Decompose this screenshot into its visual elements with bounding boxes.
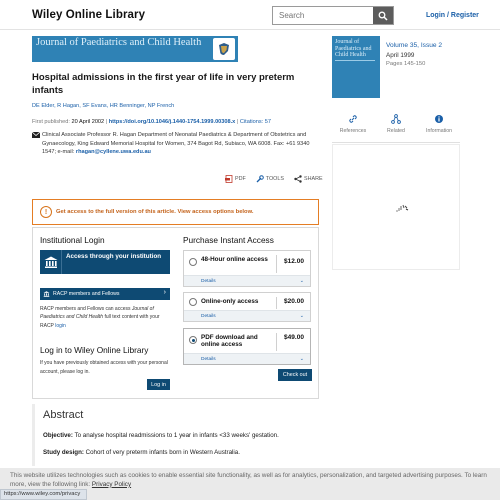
abstract-study-design xyxy=(43,449,240,456)
option-divider xyxy=(276,333,277,351)
crest-icon xyxy=(213,38,235,60)
chevron-right-icon: › xyxy=(163,289,166,296)
tools-label: TOOLS xyxy=(265,176,284,182)
login-register-link[interactable]: Login / Register xyxy=(426,12,479,19)
purchase-access-heading: Purchase Instant Access xyxy=(183,235,274,245)
envelope-icon xyxy=(32,132,40,138)
info-icon: ! xyxy=(40,206,52,218)
cookie-message xyxy=(10,472,490,489)
racp-description xyxy=(40,305,172,330)
abstract-section xyxy=(32,404,319,466)
radio-button-selected[interactable] xyxy=(189,336,197,344)
citations-link[interactable]: Citations: 57 xyxy=(239,119,271,125)
share-label: SHARE xyxy=(303,176,323,182)
wiley-login-heading: Log in to Wiley Online Library xyxy=(40,345,149,355)
pdf-label: PDF xyxy=(235,176,246,182)
chevron-down-icon: ⌄ xyxy=(299,356,304,362)
link-icon xyxy=(348,114,358,124)
option-name: 48-Hour online access xyxy=(201,256,268,263)
publication-info: First published: 20 April 2002 | https://doi.org/10.1046/j.1440-1754.1999.00308.x | Citations: 57 xyxy=(32,119,271,125)
author-email-link[interactable]: rhagan@cyllene.uwa.edu.au xyxy=(75,149,151,156)
option-divider xyxy=(276,297,277,309)
issue-pages: Pages 145-150 xyxy=(386,61,426,67)
first-published-label: First published: xyxy=(32,119,70,125)
racp-members-label: RACP members and Fellows xyxy=(53,291,120,297)
cookie-text: This website utilizes technologies such as cookies to enable essential site functionality, as well as for analytics, personalization, and targeted advertising purposes. To learn more, view the following link: xyxy=(10,472,487,488)
tab-label: References xyxy=(339,128,367,134)
loading-spinner-icon xyxy=(395,203,409,213)
option-details-toggle[interactable] xyxy=(184,310,310,321)
wrench-icon xyxy=(256,175,264,183)
pdf-icon xyxy=(225,175,233,183)
cover-stripe xyxy=(335,60,375,61)
racp-journal-name: Journal of Paediatrics and Child Health xyxy=(40,306,154,321)
log-in-button[interactable]: Log in xyxy=(147,379,170,390)
tab-references[interactable] xyxy=(332,113,374,134)
tab-content-panel xyxy=(332,144,460,270)
chevron-down-icon: ⌄ xyxy=(299,278,304,284)
details-label: Details xyxy=(201,357,216,362)
article-actions xyxy=(225,175,323,183)
abstract-objective xyxy=(43,432,279,439)
author-list[interactable]: DE Elder, R Hagan, SF Evans, HR Benninger, NP French xyxy=(32,103,175,109)
access-options-panel xyxy=(32,227,319,399)
details-label: Details xyxy=(201,279,216,284)
objective-label: Objective: xyxy=(43,432,73,439)
option-price: $20.00 xyxy=(284,298,304,305)
search-button[interactable] xyxy=(373,7,393,24)
share-icon xyxy=(294,175,302,183)
privacy-policy-link[interactable]: Privacy Policy xyxy=(91,480,132,488)
share-button[interactable] xyxy=(294,175,323,183)
status-bar-url: https://www.wiley.com/privacy xyxy=(0,489,87,500)
bank-icon xyxy=(43,291,50,297)
radio-button[interactable] xyxy=(189,258,197,266)
tab-information[interactable] xyxy=(418,113,460,134)
racp-text-part: full text content with your RACP xyxy=(40,314,160,329)
doi-link[interactable]: https://doi.org/10.1046/j.1440-1754.1999.00308.x xyxy=(108,119,236,125)
info-icon xyxy=(434,114,444,124)
option-price: $49.00 xyxy=(284,334,304,341)
first-published-date: 20 April 2002 xyxy=(71,119,105,125)
wiley-login-description: If you have previously obtained access with your personal account, please log in. xyxy=(40,360,168,375)
details-label: Details xyxy=(201,314,216,319)
issue-cover-image[interactable] xyxy=(332,36,380,98)
institution-access-button[interactable] xyxy=(40,250,170,274)
tools-button[interactable] xyxy=(256,175,284,183)
purchase-option-pdf-online[interactable] xyxy=(183,328,311,365)
cover-title: Journal of Paediatrics and Child Health xyxy=(335,39,372,58)
institutional-login-heading: Institutional Login xyxy=(40,235,105,245)
racp-text-part: RACP members and Fellows can access xyxy=(40,306,132,312)
affiliation-text: Clinical Associate Professor R. Hagan Department of Neonatal Paediatrics & Department of Obstetrics and Gynaecology, King Edward Memorial Hospital for Women, 374 Bagot Rd, Subiaco, WA 6008. Fax: +61 9340 1547; e-mail: xyxy=(42,132,310,156)
author-affiliation xyxy=(42,131,322,157)
journal-banner-title: Journal of Paediatrics and Child Health xyxy=(36,37,202,48)
racp-login-link[interactable]: login xyxy=(55,322,66,329)
option-details-toggle[interactable] xyxy=(184,353,310,364)
checkout-button[interactable]: Check out xyxy=(278,369,312,381)
volume-issue-link[interactable]: Volume 35, Issue 2 xyxy=(386,42,443,49)
chevron-down-icon: ⌄ xyxy=(299,313,304,319)
issue-date: April 1999 xyxy=(386,52,415,59)
option-divider xyxy=(276,255,277,273)
option-name: Online-only access xyxy=(201,298,259,305)
site-header xyxy=(0,0,500,30)
tab-label: Information xyxy=(426,128,452,134)
racp-members-button[interactable] xyxy=(40,288,170,300)
access-banner xyxy=(32,199,319,225)
site-logo[interactable]: Wiley Online Library xyxy=(32,9,146,21)
objective-text: To analyse hospital readmissions to 1 year in infants <33 weeks' gestation. xyxy=(72,432,279,439)
purchase-option-online-only[interactable] xyxy=(183,292,311,322)
study-design-label: Study design: xyxy=(43,449,84,456)
radio-button[interactable] xyxy=(189,298,197,306)
search-box xyxy=(272,6,394,25)
access-banner-message[interactable]: Get access to the full version of this article. View access options below. xyxy=(56,209,254,215)
institution-access-label: Access through your institution xyxy=(66,253,162,260)
sidebar-tabs xyxy=(332,113,460,143)
search-input[interactable] xyxy=(273,7,374,24)
option-details-toggle[interactable] xyxy=(184,275,310,286)
journal-banner[interactable] xyxy=(32,36,238,62)
tab-label: Related xyxy=(387,128,405,134)
option-name: PDF download and online access xyxy=(201,334,258,349)
tab-related[interactable] xyxy=(375,113,417,134)
article-title: Hospital admissions in the first year of life in very preterm infants xyxy=(32,72,295,96)
option-price: $12.00 xyxy=(284,258,304,265)
search-icon xyxy=(378,11,388,21)
bank-icon xyxy=(40,250,62,274)
abstract-heading: Abstract xyxy=(43,409,84,421)
study-design-text: Cohort of very preterm infants born in Western Australia. xyxy=(83,449,240,456)
pdf-button[interactable] xyxy=(225,175,246,183)
purchase-option-48-hour[interactable] xyxy=(183,250,311,287)
network-icon xyxy=(391,114,401,124)
